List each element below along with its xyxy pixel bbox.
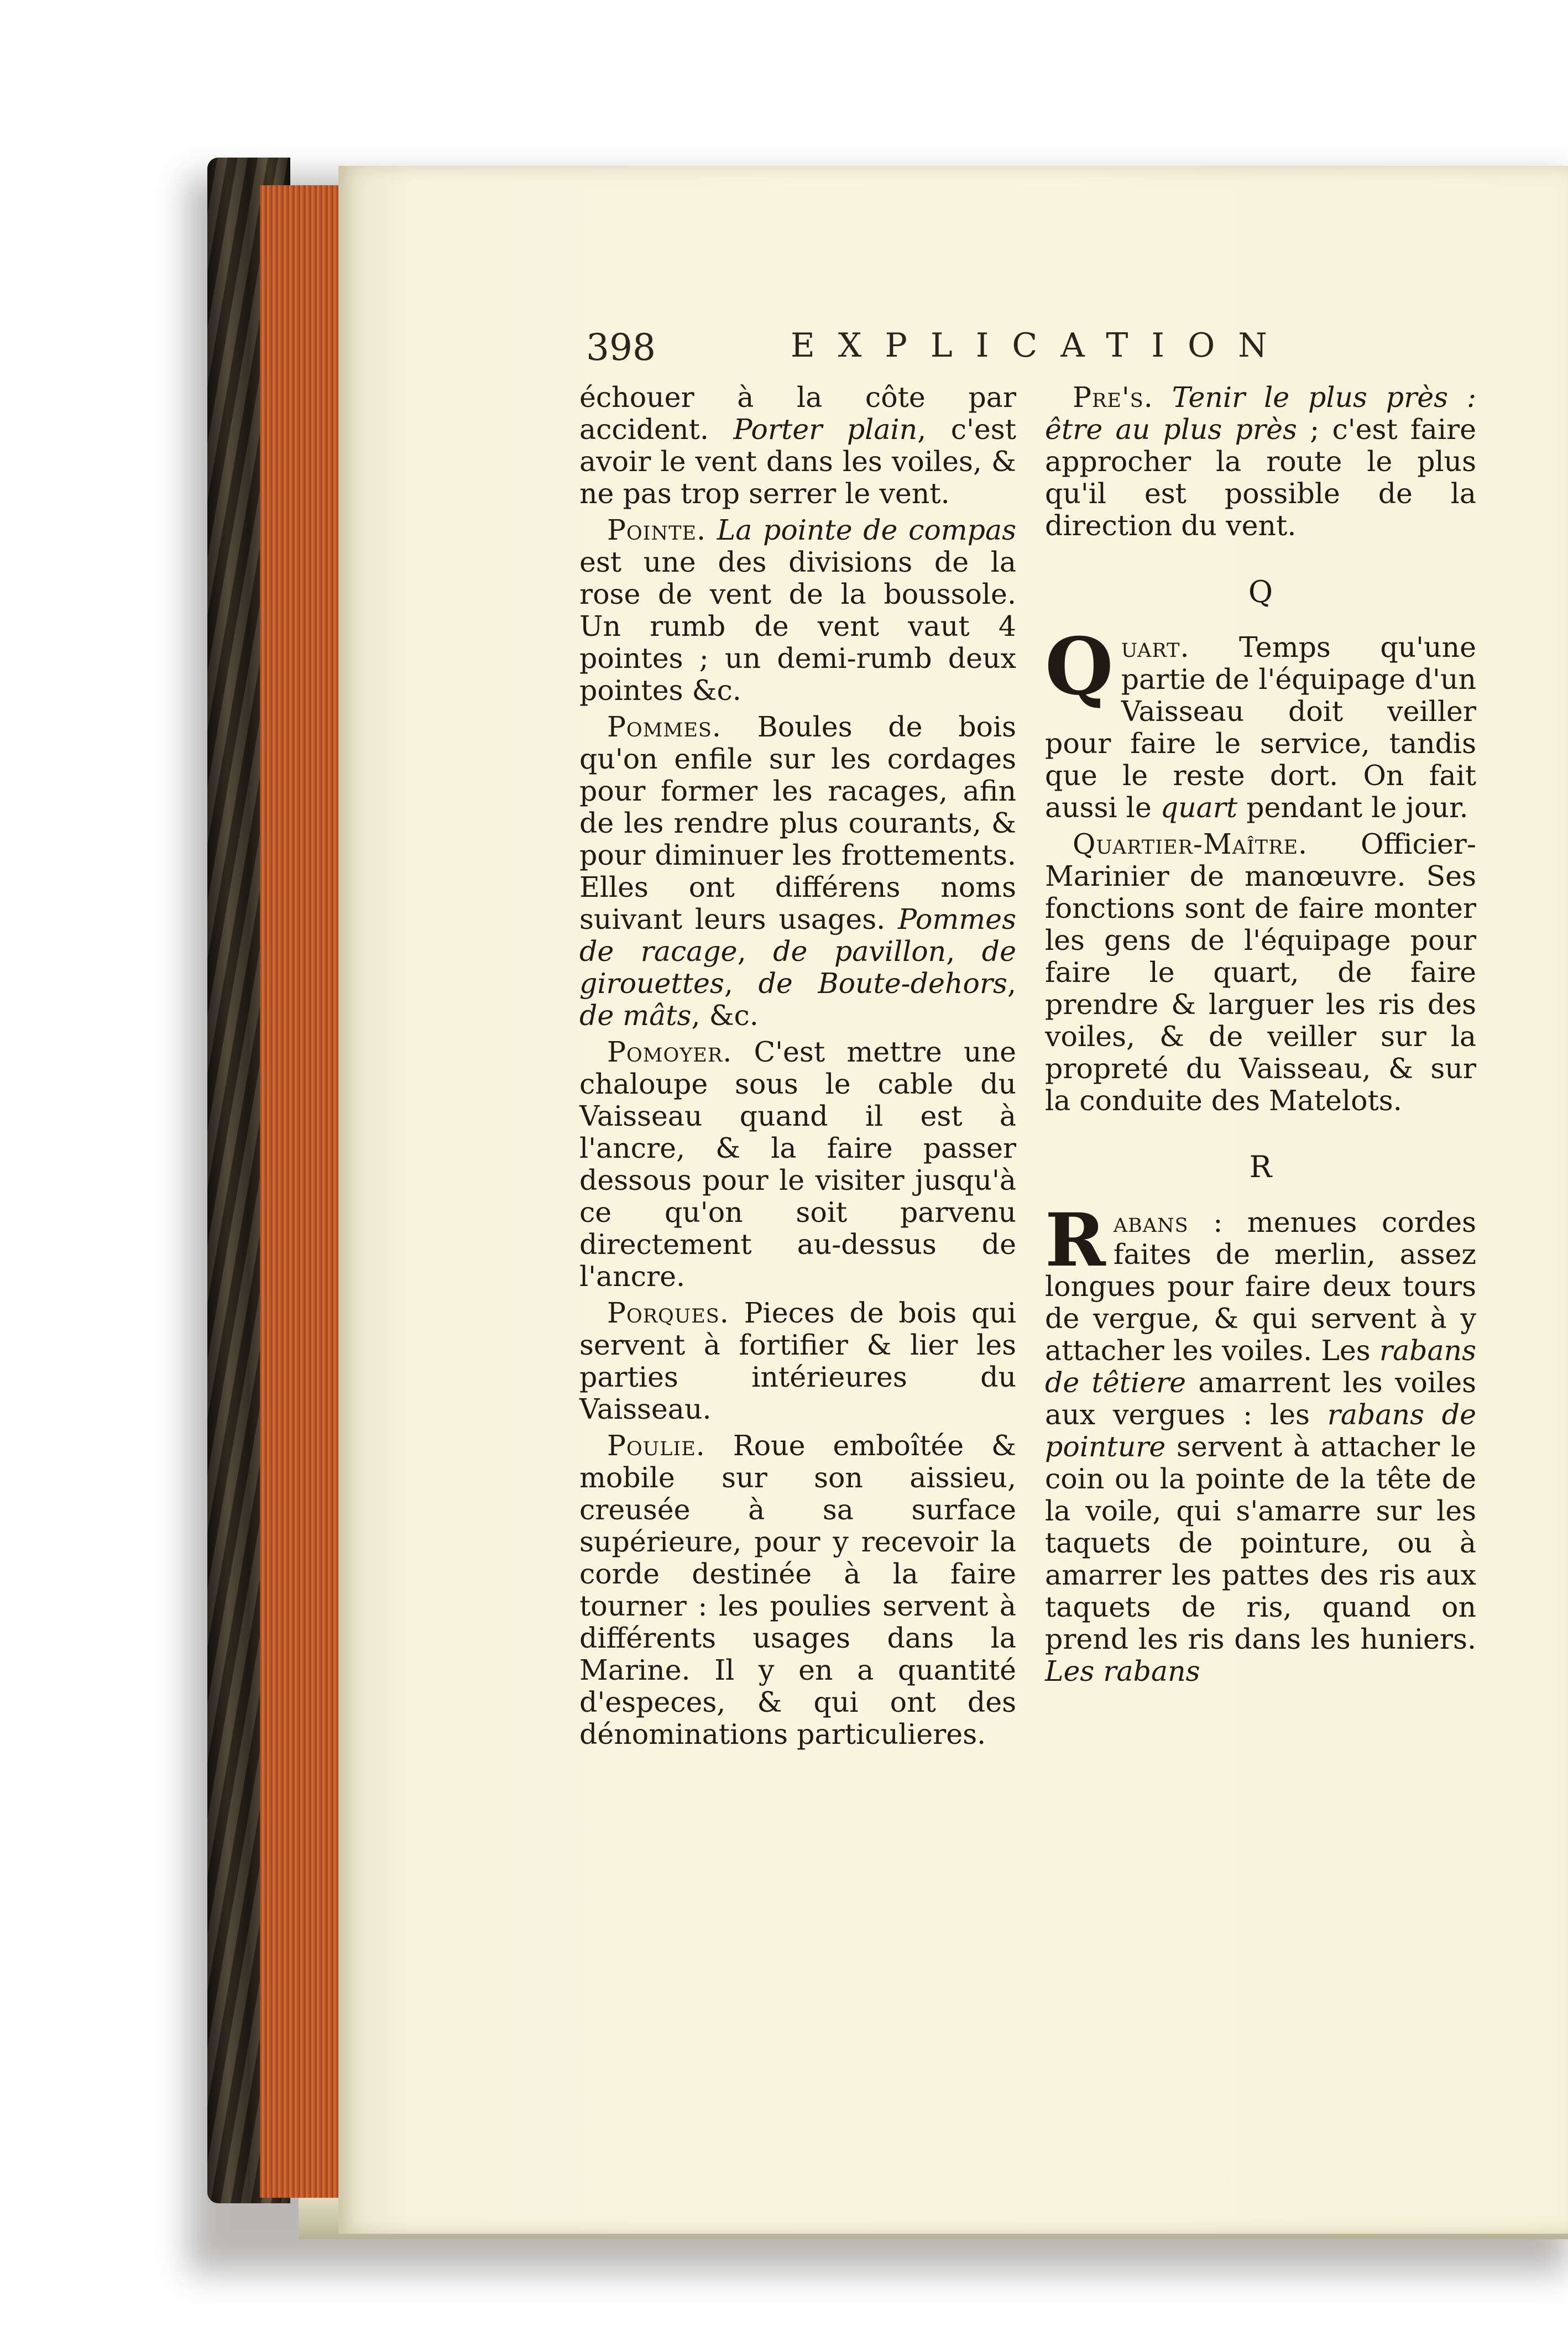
running-title: EXPLICATION: [791, 326, 1290, 365]
entry-italic: La pointe de compas: [717, 514, 1016, 546]
entry-pointe: [579, 514, 1016, 707]
entry-text: ,: [946, 935, 982, 968]
entry-continuation: [579, 381, 1016, 510]
entry-text: Officier-Marinier de manœuvre. Ses fonctions sont de faire monter les gens de l'équipage pour faire le quart, de faire prendre & larguer les ris des voiles, & de veiller sur la propreté du Vaisseau, & sur la conduite des Matelots.: [1045, 828, 1476, 1117]
entry-headword: Quartier-Maître.: [1073, 828, 1308, 860]
left-column: [579, 381, 1016, 1755]
entry-headword: Poulie.: [607, 1429, 705, 1462]
entry-porques: [579, 1297, 1016, 1425]
entry-text: Temps qu'une partie de l'équipage d'un Vaisseau doit veiller pour faire le service, tandis que le reste dort. On fait aussi le: [1045, 631, 1476, 824]
right-column: [1045, 381, 1476, 1692]
page-number: 398: [586, 326, 656, 369]
entry-poulie: [579, 1430, 1016, 1750]
entry-headword: Pommes.: [607, 710, 722, 743]
entry-pomoyer: [579, 1036, 1016, 1293]
entry-italic: Les rabans: [1045, 1655, 1200, 1687]
entry-italic: Tenir le plus près : être au plus près: [1045, 381, 1476, 446]
entry-text: , &c.: [691, 999, 759, 1032]
entry-text: ,: [724, 967, 759, 1000]
entry-text: , c'est avoir le vent dans les voiles, & ne pas trop serrer le vent.: [579, 413, 1016, 510]
section-heading-r: R: [1249, 1149, 1272, 1184]
entry-headword: Pomoyer.: [607, 1036, 733, 1068]
entry-text: ,: [737, 935, 773, 968]
entry-italic: de Boute-dehors: [758, 967, 1007, 1000]
entry-text: Roue emboîtée & mobile sur son aissieu, creusée à sa surface supérieure, pour y recevoir la corde destinée à la faire tourner : les poulies servent à différents usages dans la Marine. Il y en a quantité d'especes, & qui ont des dénominations particulieres.: [579, 1429, 1016, 1750]
entry-text: Pieces de bois qui servent à fortifier & lier les parties intérieures du Vaisseau.: [579, 1297, 1016, 1425]
drop-cap-q: Q: [1045, 621, 1114, 713]
entry-headword: Pointe.: [607, 514, 707, 546]
entry-text: Boules de bois qu'on enfile sur les cordages pour former les racages, afin de les rendre plus courants, & pour diminuer les frottements. Elles ont différens noms suivant leurs usages.: [579, 710, 1016, 935]
entry-text: pendant le jour.: [1237, 791, 1468, 824]
entry-text: amarrent les voiles aux vergues : les: [1045, 1366, 1476, 1431]
entry-headword: Pre's.: [1073, 381, 1153, 414]
entry-headword: uart.: [1121, 631, 1190, 663]
entry-italic: quart: [1160, 791, 1238, 824]
entry-italic: rabans de têtiere: [1045, 1334, 1476, 1399]
entry-italic: de mâts: [579, 999, 692, 1032]
entry-rabans: [1045, 1198, 1477, 1687]
entry-headword: Porques.: [607, 1297, 729, 1329]
entry-italic: Porter plain: [733, 413, 918, 446]
entry-italic: de girouettes: [579, 935, 1016, 1000]
entry-italic: rabans de pointure: [1045, 1398, 1477, 1463]
entry-pres: [1045, 381, 1476, 542]
entry-text: ,: [1007, 967, 1016, 1000]
entry-italic: de pavillon: [773, 935, 947, 968]
entry-pommes: [579, 711, 1016, 1032]
entry-italic: Pommes de racage: [579, 903, 1016, 968]
entry-text: : menues cordes faites de merlin, assez longues pour faire deux tours de vergue, & qui servent à y attacher les voiles. Les: [1045, 1206, 1476, 1367]
entry-text: échouer à la côte par accident.: [579, 381, 1016, 446]
drop-cap-r: R: [1045, 1198, 1106, 1283]
entry-text: servent à attacher le coin ou la pointe de la tête de la voile, qui s'amarre sur les taquets de pointure, ou à amarrer les pattes des ris aux taquets de ris, quand on prend les ris dans les huniers.: [1045, 1430, 1476, 1655]
page-edges: [260, 185, 347, 2198]
entry-headword: abans: [1113, 1206, 1189, 1238]
entry-text: ; c'est faire approcher la route le plus qu'il est possible de la direction du vent.: [1045, 413, 1476, 542]
running-head: [586, 326, 1504, 376]
entry-quart: [1045, 621, 1476, 824]
section-heading-q: Q: [1248, 574, 1273, 609]
entry-quartier-maitre: [1045, 828, 1476, 1117]
entry-text: est une des divisions de la rose de vent de la boussole. Un rumb de vent vaut 4 pointes ; un demi-rumb deux pointes &c.: [579, 546, 1016, 707]
entry-text: C'est mettre une chaloupe sous le cable du Vaisseau quand il est à l'ancre, & la faire passer dessous pour le visiter jusqu'à ce qu'on soit parvenu directement au-dessus de l'ancre.: [579, 1036, 1016, 1293]
